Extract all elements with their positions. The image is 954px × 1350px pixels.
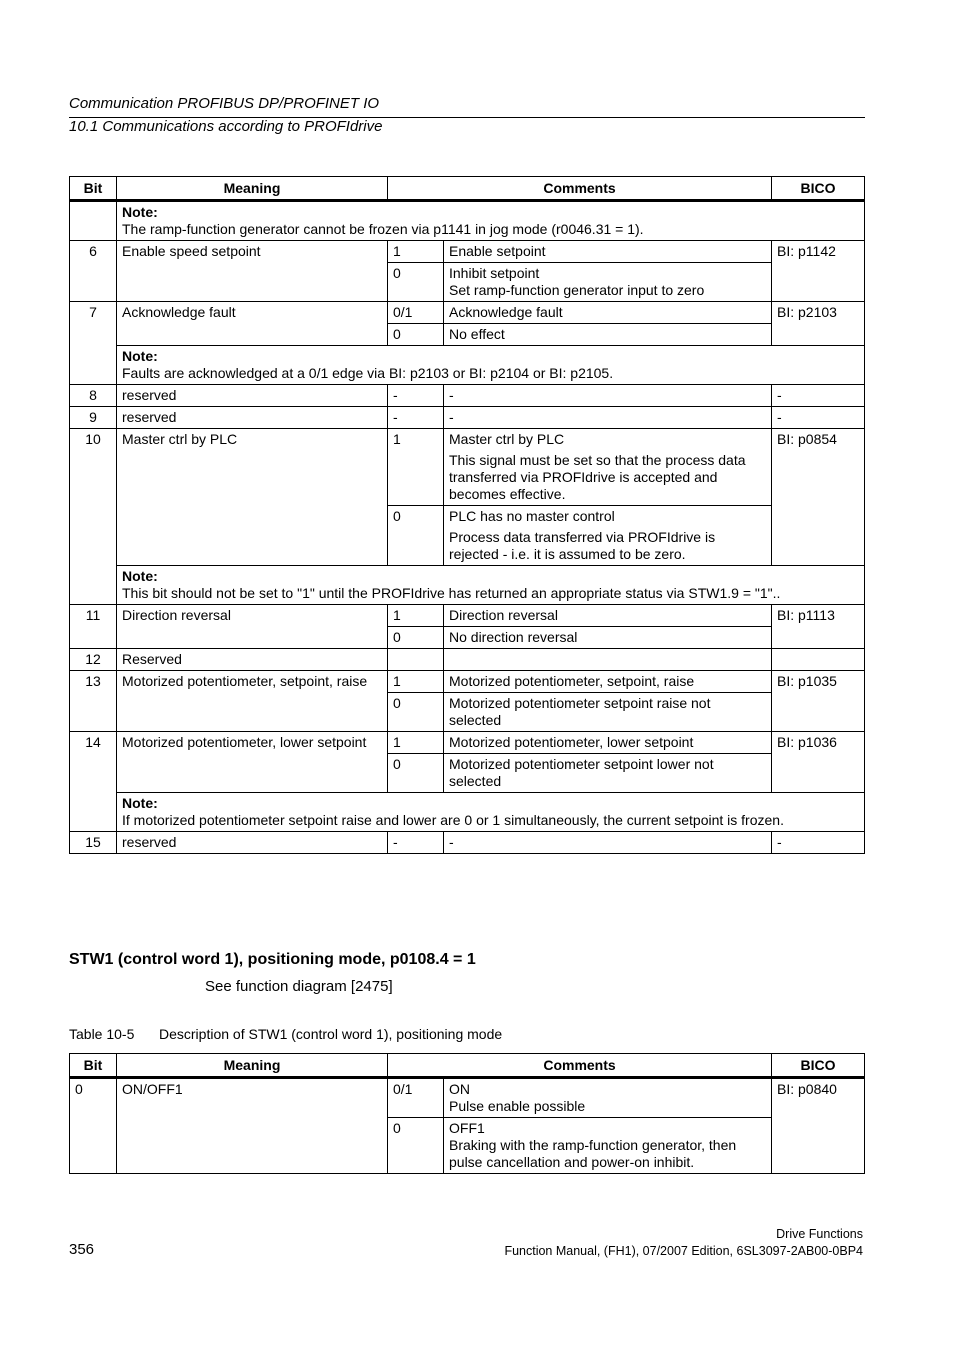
bit-cell: 8	[70, 385, 117, 407]
col-header-meaning: Meaning	[117, 1054, 388, 1078]
bico-cell: BI: p2103	[772, 302, 865, 346]
table-row-note	[70, 566, 865, 605]
meaning-cell: Enable speed setpoint	[117, 241, 388, 302]
value-cell: 0/1	[388, 302, 444, 324]
table-row	[70, 649, 865, 671]
comment-cell: Motorized potentiometer, setpoint, raise	[444, 671, 772, 693]
meaning-cell: Direction reversal	[117, 605, 388, 649]
bit-cell: 6	[70, 241, 117, 302]
value-cell: 1	[388, 732, 444, 754]
meaning-cell: Motorized potentiometer, setpoint, raise	[117, 671, 388, 732]
footer-edition: Function Manual, (FH1), 07/2007 Edition, 6SL3097-2AB00-0BP4	[504, 1244, 863, 1258]
meaning-cell: reserved	[117, 832, 388, 854]
comment-cell: PLC has no master control Process data transferred via PROFIdrive is rejected - i.e. it is assumed to be zero.	[444, 506, 772, 566]
meaning-cell: reserved	[117, 385, 388, 407]
value-cell: 0/1	[388, 1078, 444, 1118]
comment-cell	[444, 649, 772, 671]
value-cell: 0	[388, 693, 444, 732]
value-cell: 0	[388, 754, 444, 793]
value-cell	[388, 649, 444, 671]
bit-cell: 12	[70, 649, 117, 671]
bit-cell: 11	[70, 605, 117, 649]
meaning-cell: Master ctrl by PLC	[117, 429, 388, 566]
meaning-cell: reserved	[117, 407, 388, 429]
bico-cell: BI: p0840	[772, 1078, 865, 1174]
comment-cell: Motorized potentiometer, lower setpoint	[444, 732, 772, 754]
bit-cell: 15	[70, 832, 117, 854]
bit-cell: 10	[70, 429, 117, 605]
value-cell: 0	[388, 1118, 444, 1174]
comment-cell: Acknowledge fault	[444, 302, 772, 324]
table-header-row	[70, 1054, 865, 1078]
comment-cell: Motorized potentiometer setpoint lower not selected	[444, 754, 772, 793]
comment-cell: No direction reversal	[444, 627, 772, 649]
note-label: Note:	[122, 204, 158, 220]
comment-cell: Master ctrl by PLC This signal must be set so that the process data transferred via PROFIdrive is accepted and becomes effective.	[444, 429, 772, 506]
table-caption-title: Description of STW1 (control word 1), positioning mode	[159, 1026, 503, 1042]
col-header-bit: Bit	[70, 1054, 117, 1078]
table-row	[70, 302, 865, 324]
bico-cell: BI: p1113	[772, 605, 865, 649]
col-header-meaning: Meaning	[117, 177, 388, 201]
table-row	[70, 671, 865, 693]
comment-cell: -	[444, 407, 772, 429]
col-header-comments: Comments	[388, 1054, 772, 1078]
bico-cell: BI: p1035	[772, 671, 865, 732]
comment-cell: -	[444, 832, 772, 854]
table-row	[70, 1078, 865, 1118]
header-rule	[69, 117, 865, 118]
page-number: 356	[69, 1241, 95, 1258]
table-row	[70, 732, 865, 754]
bico-cell	[772, 649, 865, 671]
bico-cell: -	[772, 407, 865, 429]
note-cell	[117, 201, 865, 241]
table-header-row	[70, 177, 865, 201]
note-text: Faults are acknowledged at a 0/1 edge via BI: p2103 or BI: p2104 or BI: p2105.	[122, 365, 614, 381]
table-row-note	[70, 201, 865, 241]
bico-cell: BI: p1142	[772, 241, 865, 302]
comment-cell: OFF1 Braking with the ramp-function generator, then pulse cancellation and power-on inhibit.	[444, 1118, 772, 1174]
bit-cell: 7	[70, 302, 117, 385]
footer-title: Drive Functions	[776, 1227, 863, 1241]
comment-cell: Enable setpoint	[444, 241, 772, 263]
table-caption-number: Table 10-5	[69, 1026, 135, 1042]
running-header-section: 10.1 Communications according to PROFIdrive	[69, 118, 383, 135]
bico-cell: -	[772, 832, 865, 854]
value-cell: 1	[388, 241, 444, 263]
bit-cell: 13	[70, 671, 117, 732]
function-diagram-reference: See function diagram [2475]	[205, 978, 393, 995]
value-cell: 0	[388, 627, 444, 649]
value-cell: -	[388, 832, 444, 854]
note-cell	[117, 793, 865, 832]
meaning-cell: Acknowledge fault	[117, 302, 388, 346]
col-header-bico: BICO	[772, 177, 865, 201]
col-header-bit: Bit	[70, 177, 117, 201]
bit-cell: 14	[70, 732, 117, 832]
table-row-note	[70, 346, 865, 385]
table-row	[70, 605, 865, 627]
value-cell: -	[388, 407, 444, 429]
comment-cell: Inhibit setpoint Set ramp-function generator input to zero	[444, 263, 772, 302]
table-row	[70, 385, 865, 407]
stw1-positioning-table	[69, 1053, 865, 1174]
value-cell: 1	[388, 605, 444, 627]
note-cell	[117, 566, 865, 605]
table-row-note	[70, 793, 865, 832]
value-cell: 0	[388, 263, 444, 302]
stw1-table-continued	[69, 176, 865, 854]
note-text: The ramp-function generator cannot be frozen via p1141 in jog mode (r0046.31 = 1).	[122, 221, 644, 237]
meaning-cell: Motorized potentiometer, lower setpoint	[117, 732, 388, 793]
meaning-cell: ON/OFF1	[117, 1078, 388, 1174]
note-label: Note:	[122, 348, 158, 364]
table-row	[70, 429, 865, 506]
value-cell: 1	[388, 429, 444, 506]
meaning-cell: Reserved	[117, 649, 388, 671]
value-cell: 0	[388, 324, 444, 346]
bit-cell: 9	[70, 407, 117, 429]
note-label: Note:	[122, 795, 158, 811]
note-cell	[117, 346, 865, 385]
table-row	[70, 407, 865, 429]
note-label: Note:	[122, 568, 158, 584]
table-row	[70, 832, 865, 854]
comment-cell: ON Pulse enable possible	[444, 1078, 772, 1118]
comment-cell: No effect	[444, 324, 772, 346]
bico-cell: -	[772, 385, 865, 407]
comment-cell: Direction reversal	[444, 605, 772, 627]
bico-cell: BI: p1036	[772, 732, 865, 793]
note-text: This bit should not be set to "1" until the PROFIdrive has returned an appropriate status via STW1.9 = "1"..	[122, 585, 781, 601]
running-header-chapter: Communication PROFIBUS DP/PROFINET IO	[69, 95, 380, 112]
table-row	[70, 241, 865, 263]
bico-cell: BI: p0854	[772, 429, 865, 566]
value-cell: 1	[388, 671, 444, 693]
note-text: If motorized potentiometer setpoint raise and lower are 0 or 1 simultaneously, the current setpoint is frozen.	[122, 812, 784, 828]
value-cell: 0	[388, 506, 444, 566]
comment-cell: -	[444, 385, 772, 407]
bit-cell: 0	[70, 1078, 117, 1174]
col-header-bico: BICO	[772, 1054, 865, 1078]
col-header-comments: Comments	[388, 177, 772, 201]
value-cell: -	[388, 385, 444, 407]
comment-cell: Motorized potentiometer setpoint raise not selected	[444, 693, 772, 732]
section-heading: STW1 (control word 1), positioning mode, p0108.4 = 1	[69, 951, 476, 968]
